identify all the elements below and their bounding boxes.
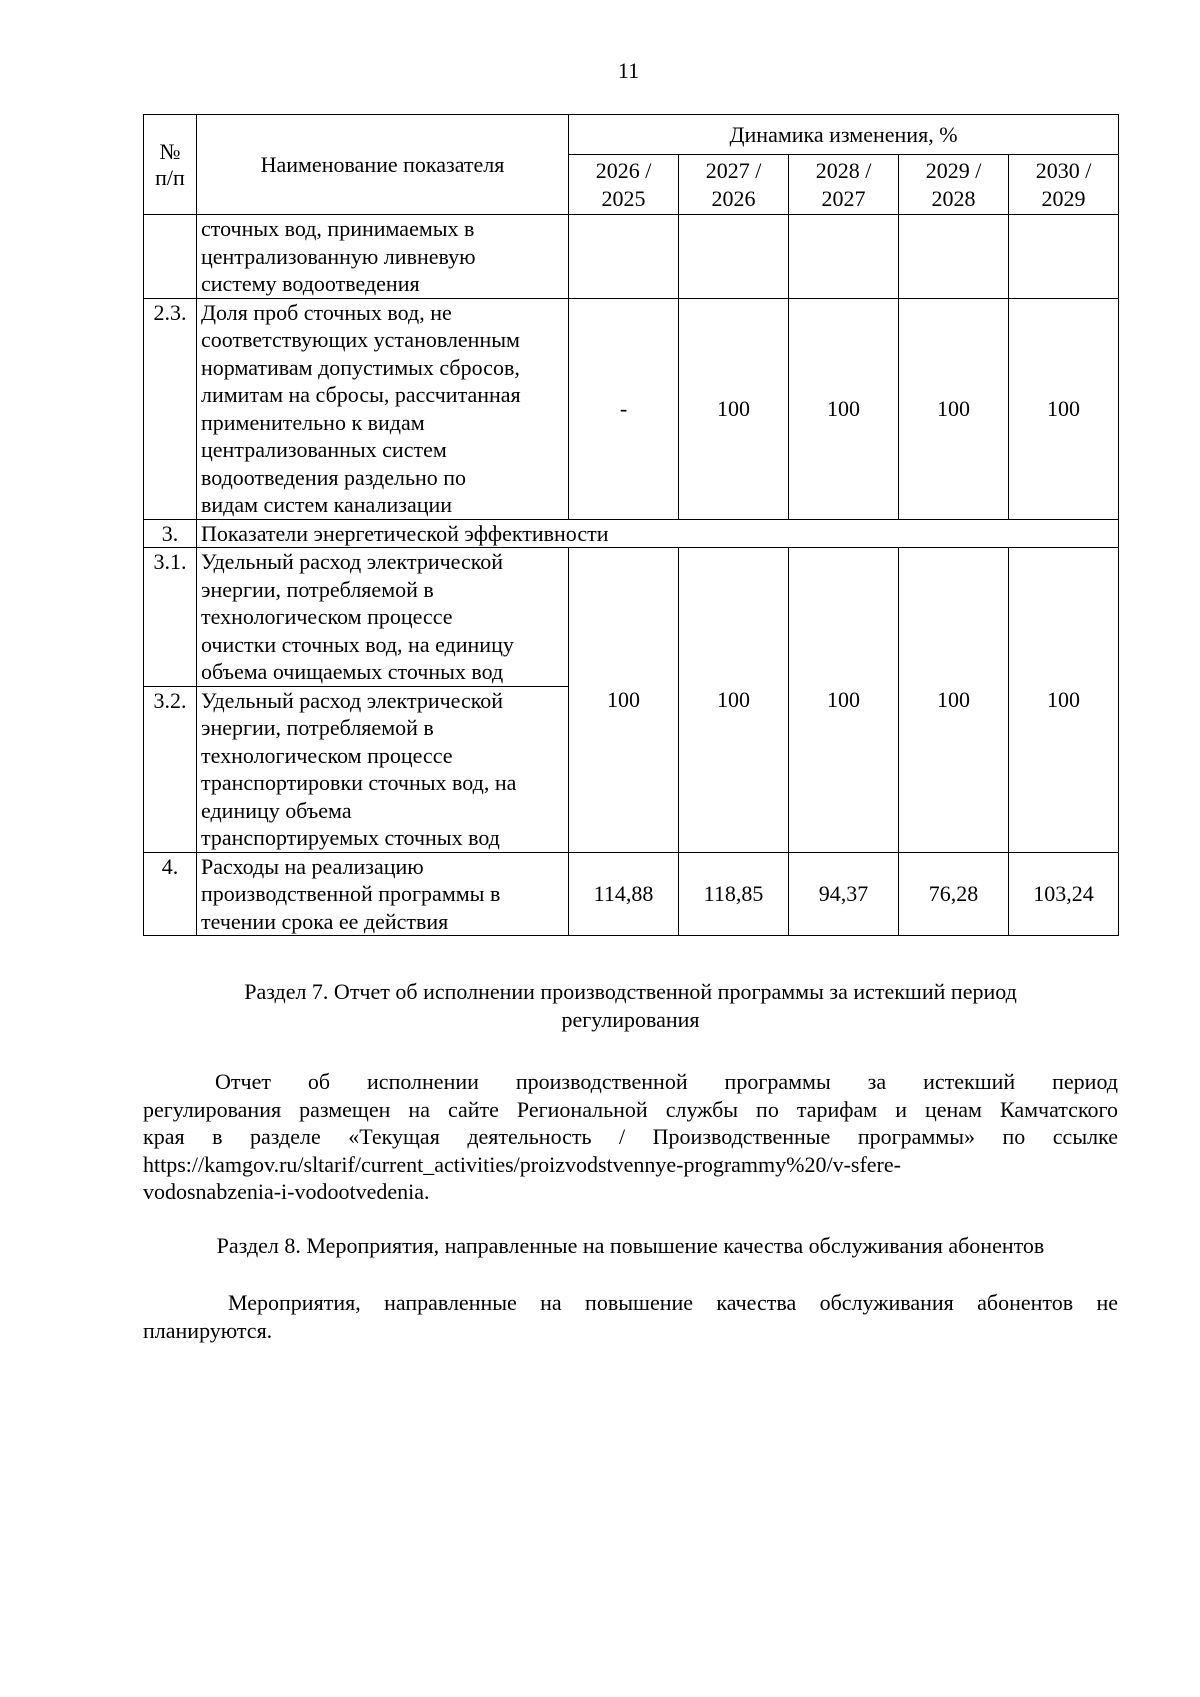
section-8-body	[143, 1289, 1118, 1344]
row-value: 100	[789, 298, 899, 519]
header-indicator-name: Наименование показателя	[197, 115, 569, 215]
table-row	[144, 852, 1119, 936]
section-8-heading: Раздел 8. Мероприятия, направленные на повышение качества обслуживания абонентов	[216, 1233, 1045, 1258]
row-value: 103,24	[1009, 852, 1119, 936]
row-value	[899, 215, 1009, 299]
header-number: № п/п	[144, 115, 197, 215]
table-row	[144, 298, 1119, 519]
row-value: 94,37	[789, 852, 899, 936]
row-value: 100	[899, 298, 1009, 519]
paragraph-line: Отчет об исполнении производственной программы за истекший период	[215, 1069, 1118, 1094]
header-year: 2030 / 2029	[1009, 155, 1119, 215]
merged-value: 100	[1009, 548, 1119, 853]
merged-value: 100	[679, 548, 789, 853]
row-value	[789, 215, 899, 299]
row-value: 100	[1009, 298, 1119, 519]
paragraph-line: планируются.	[143, 1317, 273, 1343]
paragraph-line: https://kamgov.ru/sltarif/current_activities/proizvodstvennye-programmy%20/v-sfere-	[143, 1151, 901, 1177]
row-value: 114,88	[569, 852, 679, 936]
header-year: 2026 / 2025	[569, 155, 679, 215]
row-number	[144, 215, 197, 299]
row-value: 76,28	[899, 852, 1009, 936]
row-indicator-name: Удельный расход электрической энергии, потребляемой в технологическом процессе очистки сточных вод, на единицу объема очищаемых сточных вод	[197, 548, 569, 687]
section-7-body	[143, 1068, 1118, 1206]
table-row	[144, 215, 1119, 299]
merged-value: 100	[789, 548, 899, 853]
table-section-row	[144, 519, 1119, 548]
paragraph-line: Мероприятия, направленные на повышение качества обслуживания абонентов не	[228, 1290, 1118, 1315]
row-value: 100	[679, 298, 789, 519]
row-indicator-name: Доля проб сточных вод, не соответствующих установленным нормативам допустимых сбросов, лимитам на сбросы, рассчитанная применительно к видам централизованных систем водоотведения раздельно по видам систем канализации	[197, 298, 569, 519]
merged-value: 100	[899, 548, 1009, 853]
row-value: -	[569, 298, 679, 519]
row-indicator-name: Удельный расход электрической энергии, потребляемой в технологическом процессе транспортировки сточных вод, на единицу объема транспортируемых сточных вод	[197, 686, 569, 852]
row-value: 118,85	[679, 852, 789, 936]
header-year: 2027 / 2026	[679, 155, 789, 215]
paragraph-line: vodosnabzenia-i-vodootvedenia.	[143, 1179, 430, 1204]
header-year: 2028 / 2027	[789, 155, 899, 215]
page-number: 11	[617, 58, 640, 83]
indicators-table	[143, 114, 1119, 936]
paragraph-line: регулирования размещен на сайте Региональной службы по тарифам и ценам Камчатского	[143, 1096, 1118, 1122]
table-header-row	[144, 115, 1119, 155]
row-indicator-name: Расходы на реализацию производственной программы в течении срока ее действия	[197, 852, 569, 936]
merged-value: 100	[569, 548, 679, 853]
section-title-energy-efficiency: Показатели энергетической эффективности	[197, 519, 1119, 548]
row-number: 4.	[144, 852, 197, 936]
section-7-heading: Раздел 7. Отчет об исполнении производственной программы за истекший период регулирования	[244, 979, 1017, 1032]
row-number: 2.3.	[144, 298, 197, 519]
row-indicator-name: сточных вод, принимаемых в централизованную ливневую систему водоотведения	[197, 215, 569, 299]
header-year: 2029 / 2028	[899, 155, 1009, 215]
row-value	[1009, 215, 1119, 299]
row-value	[569, 215, 679, 299]
row-number: 3.	[144, 519, 197, 548]
row-number: 3.1.	[144, 548, 197, 687]
row-value	[679, 215, 789, 299]
table-row	[144, 548, 1119, 687]
row-number: 3.2.	[144, 686, 197, 852]
paragraph-line: края в разделе «Текущая деятельность / Производственные программы» по ссылке	[143, 1124, 1118, 1149]
header-dynamics: Динамика изменения, %	[569, 115, 1119, 155]
